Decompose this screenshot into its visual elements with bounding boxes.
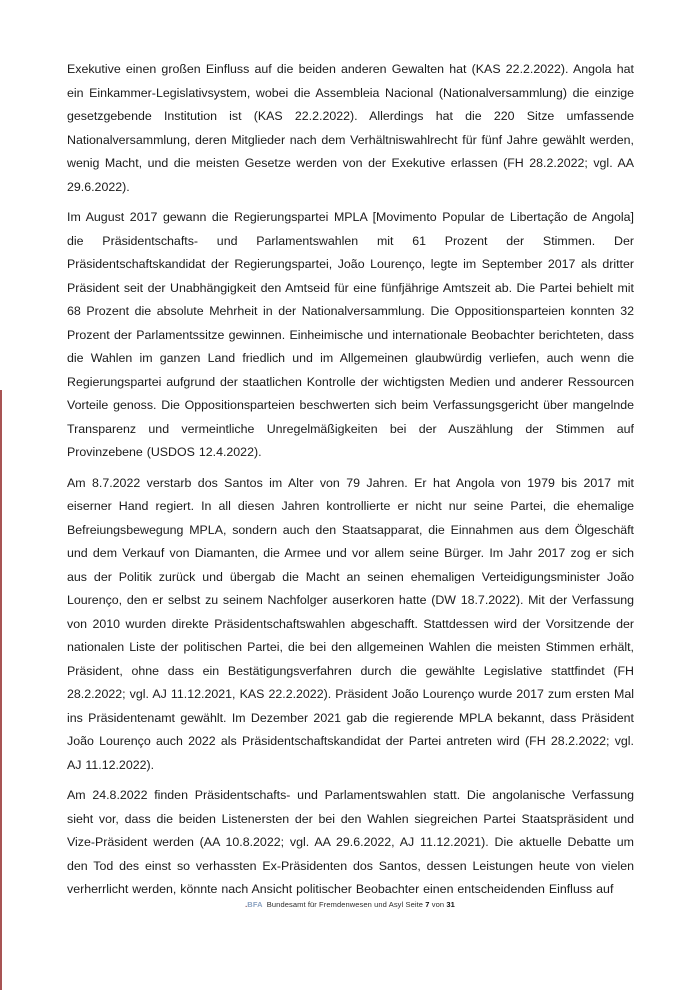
footer-page-current: 7 (425, 900, 430, 909)
paragraph: Exekutive einen großen Einfluss auf die beiden anderen Gewalten hat (KAS 22.2.2022). Angola hat ein Einkammer-Legislativsystem, wobei die Assembleia Nacional (Nationalversammlung) die einzige gesetzgebende Institution ist (KAS 22.2.2022). Allerdings hat die 220 Sitze umfassende Nationalversammlung, deren Mitglieder nach dem Verhältniswahlrecht für fünf Jahre gewählt werden, wenig Macht, und die meisten Gesetze werden von der Exekutive erlassen (FH 28.2.2022; vgl. AA 29.6.2022). (67, 62, 634, 194)
footer-org-name: Bundesamt für Fremdenwesen und Asyl (266, 900, 404, 909)
document-body (67, 58, 634, 902)
footer-page-label: Seite (405, 900, 424, 909)
paragraph: Am 24.8.2022 finden Präsidentschafts- und Parlamentswahlen statt. Die angolanische Verfassung sieht vor, dass die beiden Listenersten der bei den Wahlen siegreichen Partei Staatspräsident und Vize-Präsident werden (AA 10.8.2022; vgl. AA 29.6.2022, AJ 11.12.2021). Die aktuelle Debatte um den Tod des einst so verhassten Ex-Präsidenten dos Santos, dessen Leistungen heute von vielen verherrlicht werden, könnte nach Ansicht politischer Beobachter einen entscheidenden Einfluss auf (67, 788, 634, 896)
paragraph: Am 8.7.2022 verstarb dos Santos im Alter von 79 Jahren. Er hat Angola von 1979 bis 2017 mit eiserner Hand regiert. In all diesen Jahren kontrollierte er nicht nur seine Partei, die ehemalige Befreiungsbewegung MPLA, sondern auch den Staatsapparat, die Einnahmen aus dem Ölgeschäft und dem Verkauf von Diamanten, die Armee und vor allem seine Bürger. Im Jahr 2017 zog er sich aus der Politik zurück und übergab die Macht an seinen ehemaligen Verteidigungsminister João Lourenço, den er selbst zu seinem Nachfolger auserkoren hatte (DW 18.7.2022). Mit der Verfassung von 2010 wurden direkte Präsidentschaftswahlen abgeschafft. Stattdessen wird der Vorsitzende der nationalen Liste der politischen Partei, die bei den allgemeinen Wahlen die meisten Stimmen erhält, Präsident, ohne dass ein Bestätigungsverfahren durch die gewählte Legislative stattfindet (FH 28.2.2022; vgl. AJ 11.12.2021, KAS 22.2.2022). Präsident João Lourenço wurde 2017 zum ersten Mal ins Präsidentenamt gewählt. Im Dezember 2021 gab die regierende MPLA bekannt, dass Präsident João Lourenço auch 2022 als Präsidentschaftskandidat der Partei antreten wird (FH 28.2.2022; vgl. AJ 11.12.2022). (67, 475, 634, 772)
page-footer (0, 899, 700, 910)
footer-of-label: von (431, 900, 445, 909)
footer-page-total: 31 (446, 900, 455, 909)
bfa-logo: BFA (247, 900, 263, 909)
bfa-logo-dot: . (245, 900, 248, 909)
paragraph: Im August 2017 gewann die Regierungspartei MPLA [Movimento Popular de Libertação de Angola] die Präsidentschafts- und Parlamentswahlen mit 61 Prozent der Stimmen. Der Präsidentschaftskandidat der Regierungspartei, João Lourenço, legte im September 2017 als dritter Präsident seit der Unabhängigkeit den Amtseid für eine fünfjährige Amtszeit ab. Die Partei behielt mit 68 Prozent die absolute Mehrheit in der Nationalversammlung. Die Oppositionsparteien konnten 32 Prozent der Parlamentssitze gewinnen. Einheimische und internationale Beobachter berichteten, dass die Wahlen im ganzen Land friedlich und im Allgemeinen glaubwürdig verliefen, auch wenn die Regierungspartei aufgrund der staatlichen Kontrolle der wichtigsten Medien und anderer Ressourcen Vorteile genoss. Die Oppositionsparteien beschwerten sich beim Verfassungsgericht über mangelnde Transparenz und vermeintliche Unregelmäßigkeiten bei der Auszählung der Stimmen auf Provinzebene (USDOS 12.4.2022). (67, 210, 634, 459)
